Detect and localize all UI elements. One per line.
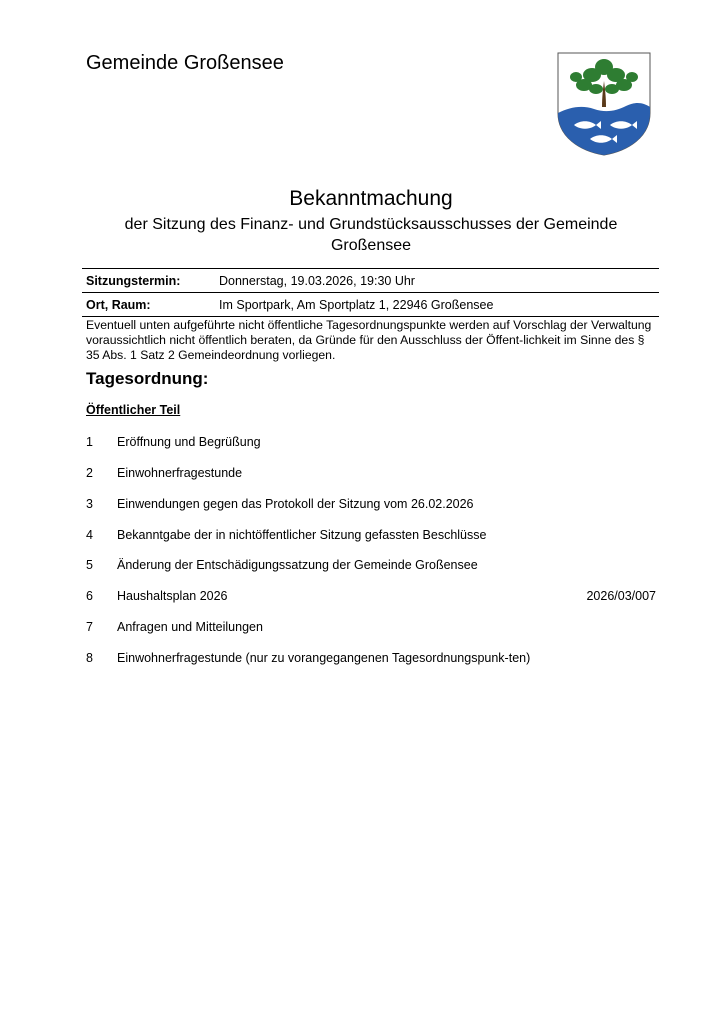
agenda-item-number: 8 (86, 651, 93, 665)
agenda-item-number: 1 (86, 435, 93, 449)
agenda-heading: Tagesordnung: (86, 369, 209, 388)
agenda-item-reference: 2026/03/007 (586, 589, 656, 603)
agenda-item-text: Haushaltsplan 2026 (117, 589, 228, 603)
agenda-item-number: 4 (86, 528, 93, 542)
agenda-item-text: Einwohnerfragestunde (nur zu vorangegangenen Tagesordnungspunk-ten) (117, 651, 531, 665)
meeting-date-label: Sitzungstermin: (86, 273, 181, 288)
agenda-item-number: 6 (86, 589, 93, 603)
agenda-item-number: 5 (86, 558, 93, 572)
meeting-place-label: Ort, Raum: (86, 297, 151, 312)
meeting-place-row (82, 293, 659, 316)
coat-of-arms-icon (556, 51, 652, 157)
municipality-name: Gemeinde Großensee (86, 52, 284, 74)
meeting-date-row (82, 269, 659, 293)
non-public-note: Eventuell unten aufgeführte nicht öffentliche Tagesordnungspunkte werden auf Vorschlag der Verwaltung voraussichtlich nicht öffentlich beraten, da Gründe für den Ausschluss der Öffent-lichkeit im Sinne des § 35 Abs. 1 Satz 2 Gemeindeordnung vorliegen. (86, 318, 652, 362)
agenda-item-number: 7 (86, 620, 93, 634)
agenda-item-number: 3 (86, 497, 93, 511)
meeting-date-value: Donnerstag, 19.03.2026, 19:30 Uhr (219, 273, 415, 288)
document-subtitle: der Sitzung des Finanz- und Grundstücksausschusses der Gemeinde Großensee (124, 216, 618, 254)
agenda-item-text: Einwendungen gegen das Protokoll der Sitzung vom 26.02.2026 (117, 497, 474, 511)
agenda-item-text: Eröffnung und Begrüßung (117, 435, 261, 449)
meeting-info-table (82, 268, 659, 317)
document-title: Bekanntmachung (289, 187, 453, 210)
title-block (86, 186, 656, 256)
agenda-item-number: 2 (86, 466, 93, 480)
agenda-item-text: Änderung der Entschädigungssatzung der Gemeinde Großensee (117, 558, 478, 572)
agenda-item-text: Einwohnerfragestunde (117, 466, 243, 480)
meeting-place-value: Im Sportpark, Am Sportplatz 1, 22946 Großensee (219, 297, 494, 312)
agenda-item-text: Anfragen und Mitteilungen (117, 620, 263, 634)
agenda-item-text: Bekanntgabe der in nichtöffentlicher Sitzung gefassten Beschlüsse (117, 528, 487, 542)
public-section-label: Öffentlicher Teil (86, 403, 181, 417)
